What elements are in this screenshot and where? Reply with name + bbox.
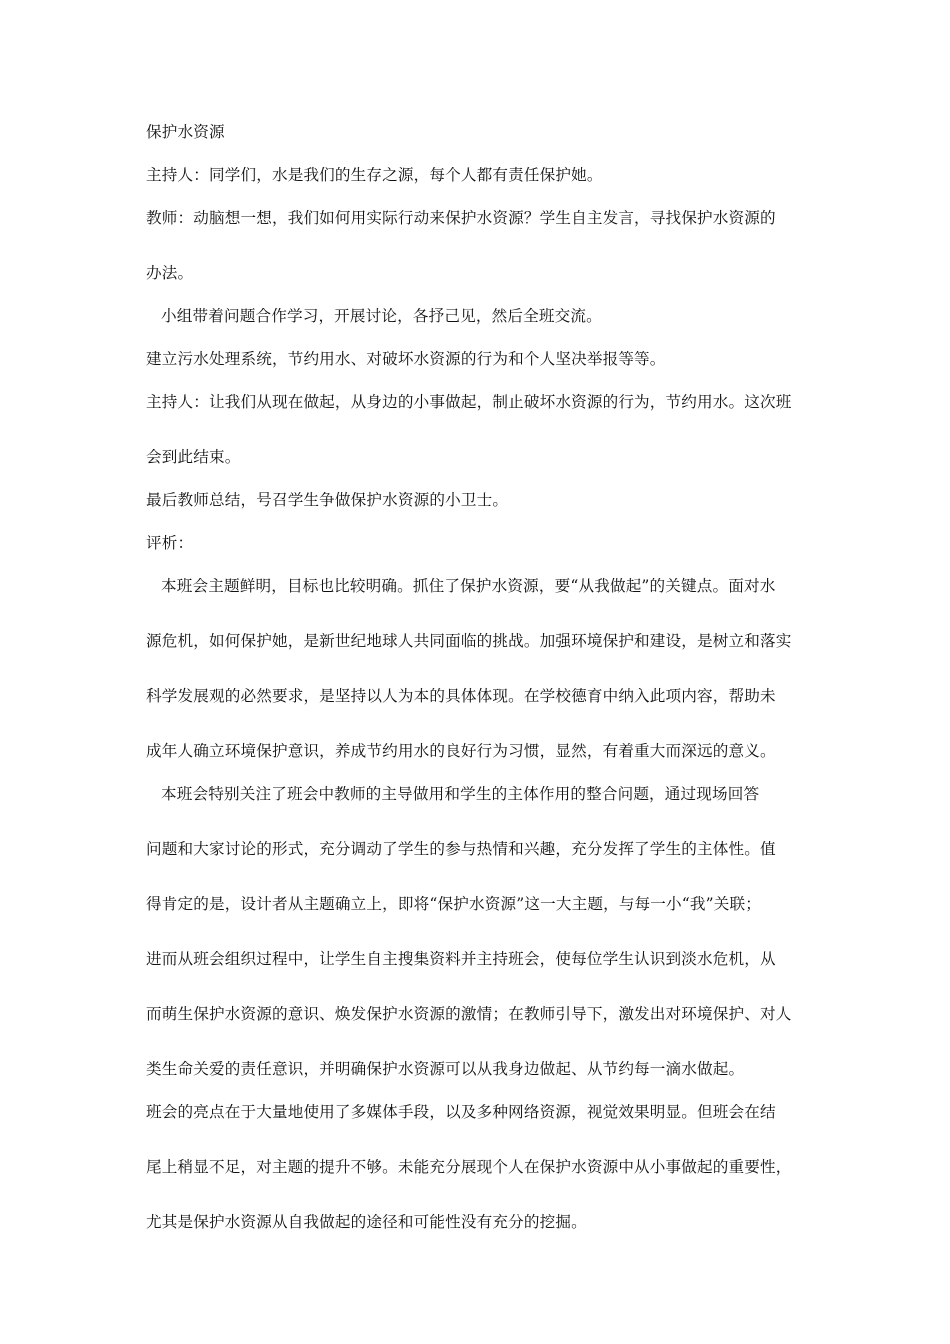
section-label: 评析： bbox=[146, 534, 194, 552]
document-body bbox=[146, 122, 826, 1232]
paragraph-line: 本班会特别关注了班会中教师的主导做用和学生的主体作用的整合问题，通过现场回答 bbox=[161, 785, 760, 803]
paragraph-line: 最后教师总结，号召学生争做保护水资源的小卫士。 bbox=[146, 491, 509, 509]
paragraph-line: 本班会主题鲜明，目标也比较明确。抓住了保护水资源，要“从我做起”的关键点。面对水 bbox=[161, 577, 776, 595]
paragraph-line: 而萌生保护水资源的意识、焕发保护水资源的激情；在教师引导下，激发出对环境保护、对人 bbox=[146, 1005, 792, 1023]
paragraph-line: 小组带着问题合作学习，开展讨论，各抒己见，然后全班交流。 bbox=[161, 307, 602, 325]
paragraph-line: 尤其是保护水资源从自我做起的途径和可能性没有充分的挖掘。 bbox=[146, 1213, 587, 1231]
paragraph-line: 教师：动脑想一想，我们如何用实际行动来保护水资源？学生自主发言，寻找保护水资源的 bbox=[146, 209, 776, 227]
paragraph-line: 进而从班会组织过程中，让学生自主搜集资料并主持班会，使每位学生认识到淡水危机，从 bbox=[146, 950, 776, 968]
paragraph-line: 科学发展观的必然要求，是坚持以人为本的具体体现。在学校德育中纳入此项内容，帮助未 bbox=[146, 687, 776, 705]
paragraph-line: 类生命关爱的责任意识，并明确保护水资源可以从我身边做起、从节约每一滴水做起。 bbox=[146, 1060, 745, 1078]
paragraph-line: 会到此结束。 bbox=[146, 448, 241, 466]
document-title: 保护水资源 bbox=[146, 123, 225, 141]
paragraph-line: 问题和大家讨论的形式，充分调动了学生的参与热情和兴趣，充分发挥了学生的主体性。值 bbox=[146, 840, 776, 858]
paragraph-line: 源危机，如何保护她，是新世纪地球人共同面临的挑战。加强环境保护和建设，是树立和落实 bbox=[146, 632, 792, 650]
paragraph-line: 得肯定的是，设计者从主题确立上，即将“保护水资源”这一大主题，与每一小“我”关联； bbox=[146, 895, 762, 913]
paragraph-line: 成年人确立环境保护意识，养成节约用水的良好行为习惯，显然，有着重大而深远的意义。 bbox=[146, 742, 776, 760]
paragraph-line: 建立污水处理系统，节约用水、对破坏水资源的行为和个人坚决举报等等。 bbox=[146, 350, 666, 368]
paragraph-line: 尾上稍显不足，对主题的提升不够。未能充分展现个人在保护水资源中从小事做起的重要性， bbox=[146, 1158, 792, 1176]
paragraph-line: 主持人：同学们，水是我们的生存之源，每个人都有责任保护她。 bbox=[146, 166, 603, 184]
paragraph-line: 办法。 bbox=[146, 264, 194, 282]
paragraph-line: 主持人：让我们从现在做起，从身边的小事做起，制止破坏水资源的行为，节约用水。这次班 bbox=[146, 393, 792, 411]
paragraph-line: 班会的亮点在于大量地使用了多媒体手段，以及多种网络资源，视觉效果明显。但班会在结 bbox=[146, 1103, 776, 1121]
